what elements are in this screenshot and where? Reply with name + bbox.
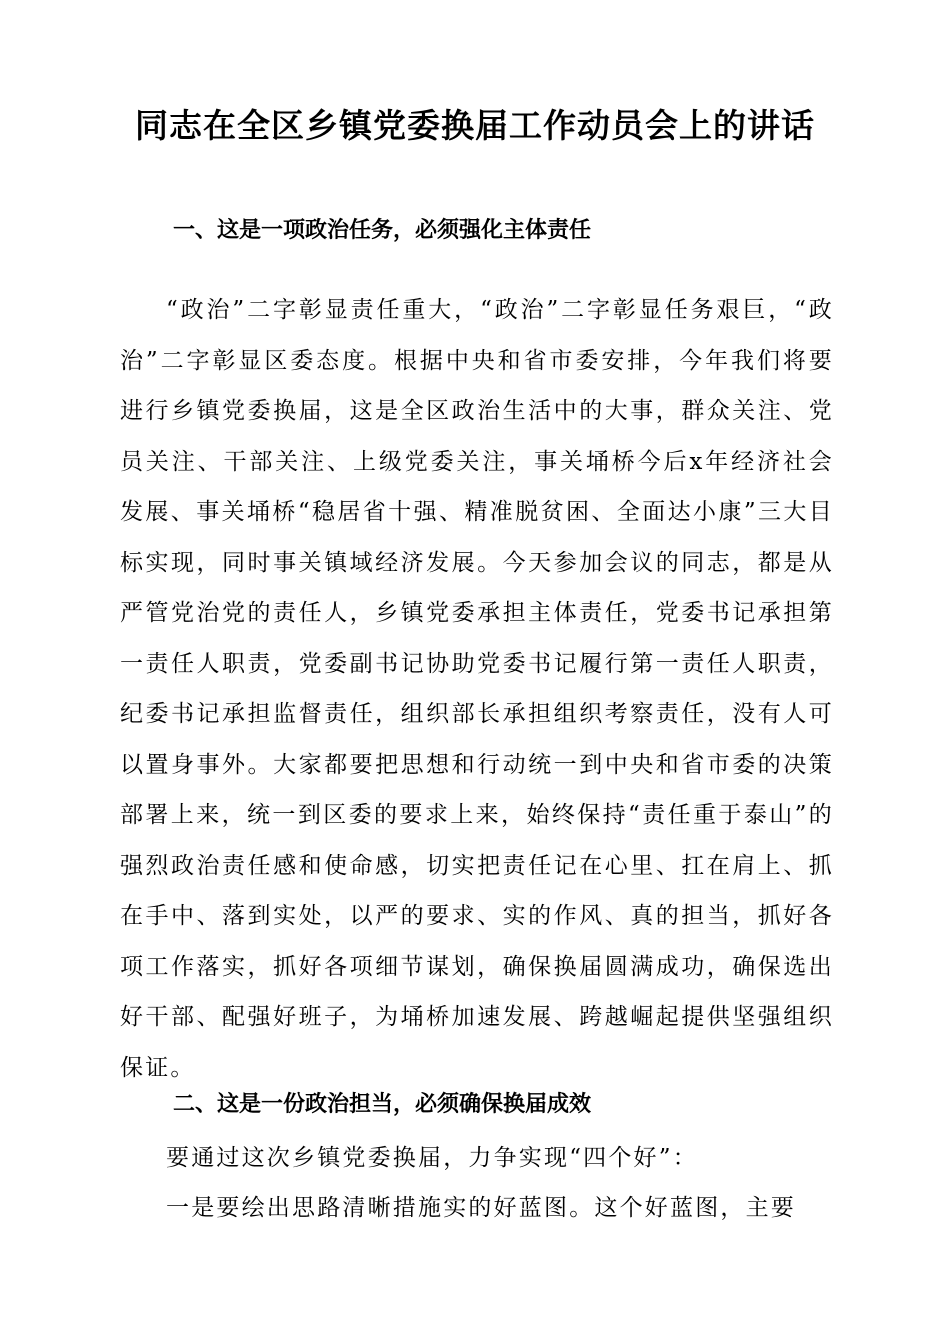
section-heading-2: 二、这是一份政治担当，必须确保换届成效 (173, 1092, 592, 1117)
section-2-point-1: 一是要绘出思路清晰措施实的好蓝图。这个好蓝图，主要 (166, 1195, 796, 1221)
section-1-paragraph: “政治”二字彰显责任重大，“政治”二字彰显任务艰巨，“政治”二字彰显区委态度。根据中央和省市委安排，今年我们将要进行乡镇党委换届，这是全区政治生活中的大事，群众关注、党员关注、干部关注、上级党委关注，事关埇桥今后x年经济社会发展、事关埇桥“稳居省十强、精准脱贫困、全面达小康”三大目标实现，同时事关镇域经济发展。今天参加会议的同志，都是从严管党治党的责任人，乡镇党委承担主体责任，党委书记承担第一责任人职责，党委副书记协助党委书记履行第一责任人职责，纪委书记承担监督责任，组织部长承担组织考察责任，没有人可以置身事外。大家都要把思想和行动统一到中央和省市委的决策部署上来，统一到区委的要求上来，始终保持“责任重于泰山”的强烈政治责任感和使命感，切实把责任记在心里、扛在肩上、抓在手中、落到实处，以严的要求、实的作风、真的担当，抓好各项工作落实，抓好各项细节谋划，确保换届圆满成功，确保选出好干部、配强好班子，为埇桥加速发展、跨越崛起提供坚强组织保证。 (120, 297, 834, 1081)
section-heading-1: 一、这是一项政治任务，必须强化主体责任 (173, 218, 592, 243)
section-2-intro: 要通过这次乡镇党委换届，力争实现“四个好”： (166, 1145, 698, 1171)
document-title: 同志在全区乡镇党委换届工作动员会上的讲话 (135, 106, 815, 145)
